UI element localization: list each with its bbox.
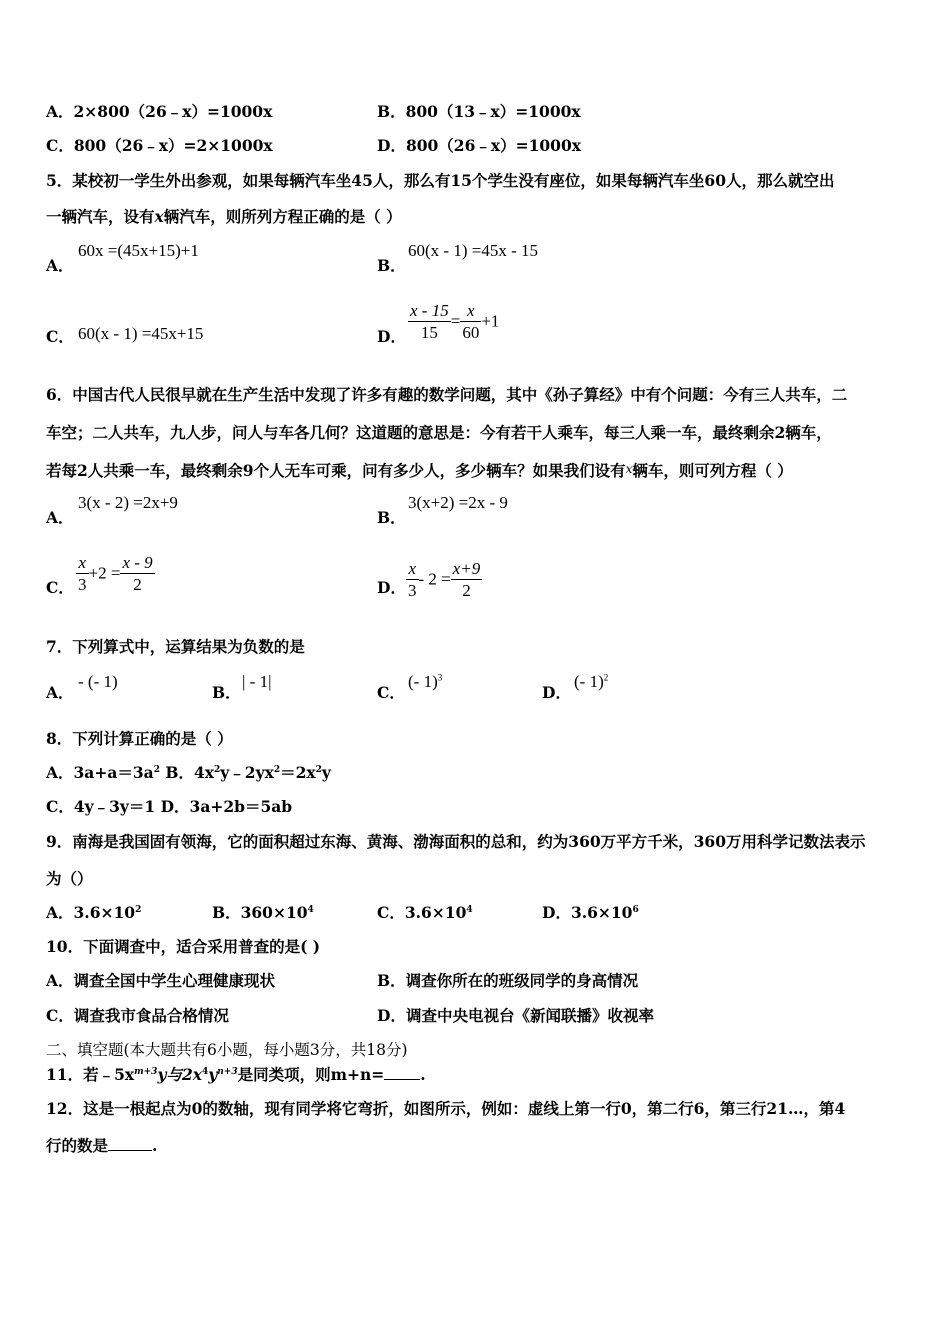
q6-stem-line3: 若每2人共乘一车，最终剩余9个人无车可乘，问有多少人，多少辆车？如果我们设有x辆车，则可列方程（ ） [46,461,793,480]
q10-option-a: A．调查全国中学生心理健康现状 [46,971,276,990]
q7-label-b: B． [212,683,241,702]
q9-option-c: C．$3.6\times 10^4$ [377,903,473,922]
q11-answer-blank [384,1065,420,1080]
q5-equation-c: 60(x - 1) =45x+15 [78,324,204,343]
q5-label-a: A． [46,256,74,275]
q9-stem-line2: 为（） [46,869,93,888]
q6-stem-line2: 车空；二人共车，九人步，问人与车各几何？这道题的意思是：今有若干人乘车，每三人乘一车，最终剩余2辆车， [46,423,832,442]
q6-label-d: D． [377,578,406,597]
q9-stem-line1: 9．南海是我国固有领海，它的面积超过东海、黄海、渤海面积的总和，约为360万平方千米，360万用科学记数法表示 [46,832,866,851]
q5-label-b: B． [377,256,406,275]
q9-option-d: D．$3.6\times 10^6$ [542,903,639,922]
q7-expression-b: | - 1| [242,672,272,691]
q5-stem-line1: 5．某校初一学生外出参观，如果每辆汽车坐45人，那么有15个学生没有座位，如果每辆汽车坐60人，那么就空出 [46,171,835,190]
q6-equation-a: 3(x - 2) =2x+9 [78,493,178,512]
q8-options-row1: A．$3a+a=3a^2$ B．$4x^2y﹣2yx^2=2x^2y$ [46,763,331,782]
q7-stem: 7．下列算式中，运算结果为负数的是 [46,637,305,656]
q4-option-a: A．2×800（26﹣x）=1000x [46,102,273,121]
q5-equation-b: 60(x - 1) =45x - 15 [408,241,538,260]
q6-equation-d: $\frac{x}{3}$ - 2 = $\frac{x+9}{2}$ [408,559,481,600]
q12-answer-blank [108,1136,152,1151]
q11-stem: 11．若$﹣5x^{m+3}y$与$2x^4y^{n+3}$是同类项，则m+n= . [46,1065,426,1084]
q6-label-b: B． [377,508,406,527]
q7-expression-d: (- 1)$^2$ [574,672,609,691]
q6-label-a: A． [46,508,74,527]
q8-stem: 8．下列计算正确的是（ ） [46,729,233,748]
q12-stem-line2: 行的数是 . [46,1136,158,1155]
q5-label-c: C． [46,327,74,346]
q10-option-d: D．调查中央电视台《新闻联播》收视率 [377,1006,654,1025]
q7-label-c: C． [377,683,405,702]
q10-option-c: C．调查我市食品合格情况 [46,1006,229,1025]
q5-equation-a: 60x =(45x+15)+1 [78,241,199,260]
section-heading-fill-in: 二、填空题(本大题共有6小题，每小题3分，共18分) [46,1041,408,1059]
q9-option-a: A．$3.6\times 10^2$ [46,903,142,922]
q6-equation-b: 3(x+2) =2x - 9 [408,493,508,512]
q5-equation-d: $\frac{x - 15}{15}$ = $\frac{x}{60}$ +1 [410,301,500,342]
q7-expression-c: (- 1)$^3$ [408,672,443,691]
q7-label-a: A． [46,683,74,702]
q5-stem-line2: 一辆汽车，设有x辆汽车，则所列方程正确的是（ ） [46,207,402,226]
q10-stem: 10．下面调查中，适合采用普查的是( ) [46,937,321,956]
q4-option-d: D．800（26﹣x）=1000x [377,136,581,155]
q5-label-d: D． [377,327,406,346]
q9-option-b: B．$360\times 10^4$ [212,903,314,922]
q6-label-c: C． [46,578,74,597]
q4-option-c: C．800（26﹣x）=2×1000x [46,136,273,155]
q7-label-d: D． [542,683,571,702]
q8-options-row2: C．4y﹣3y＝1 D．3a+2b＝5ab [46,797,293,816]
q6-stem-line1: 6．中国古代人民很早就在生产生活中发现了许多有趣的数学问题，其中《孙子算经》中有个问题：今有三人共车，二 [46,385,848,404]
q6-equation-c: $\frac{x}{3}$ +2 = $\frac{x - 9}{2}$ [78,553,153,594]
q4-option-b: B．800（13﹣x）=1000x [377,102,581,121]
q7-expression-a: - (- 1) [78,672,118,691]
q10-option-b: B．调查你所在的班级同学的身高情况 [377,971,639,990]
q12-stem-line1: 12．这是一根起点为0的数轴，现有同学将它弯折，如图所示，例如：虚线上第一行0，第二行6，第三行21…，第4 [46,1099,846,1118]
